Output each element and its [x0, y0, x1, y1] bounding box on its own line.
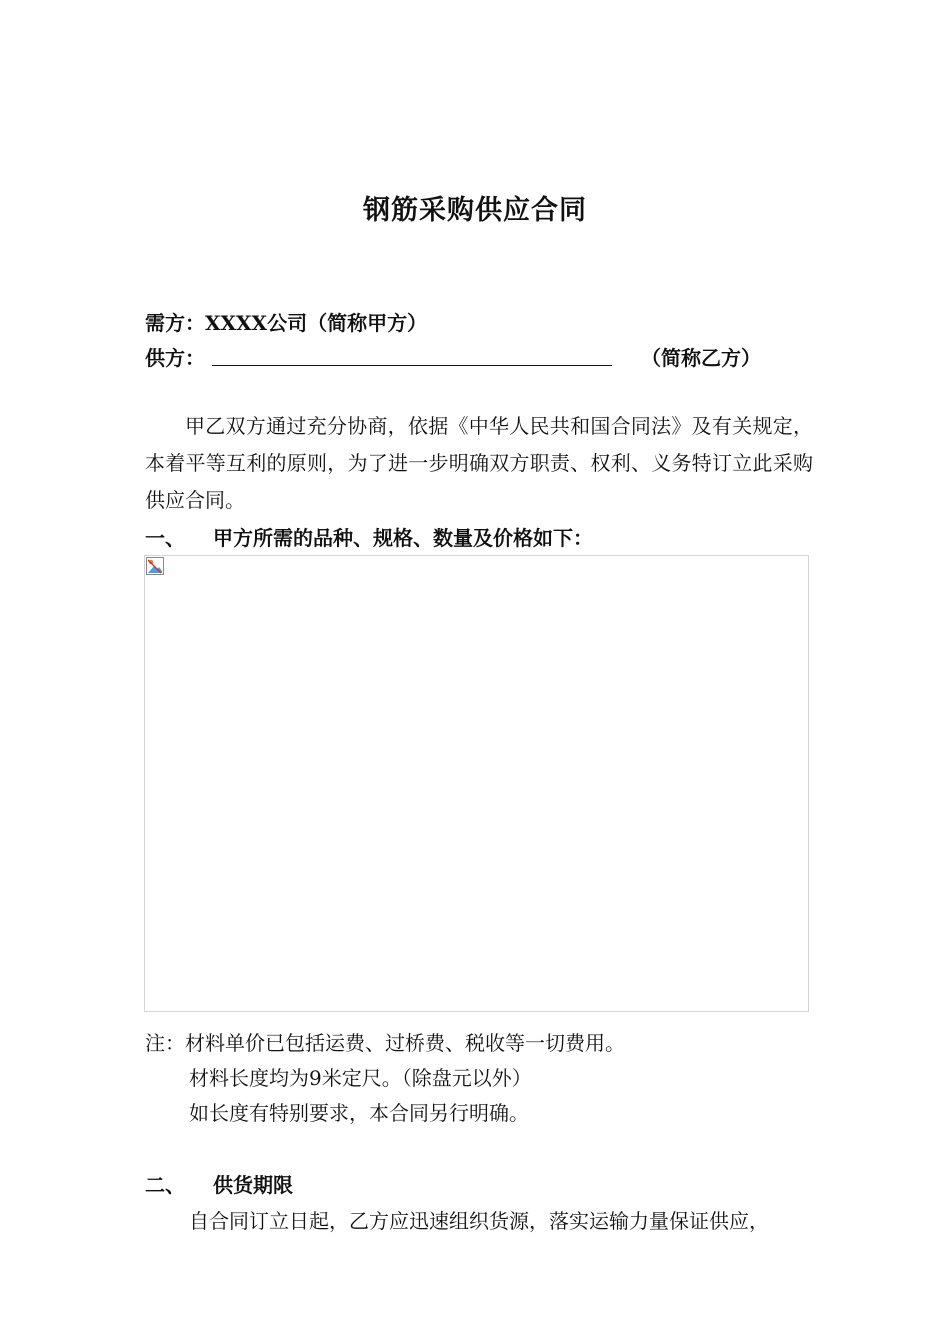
supplier-name-blank	[212, 365, 612, 366]
section-1-number: 一、	[145, 526, 185, 550]
section-2-title: 供货期限	[213, 1173, 293, 1197]
note-line-2: 材料长度均为9米定尺。（除盘元以外）	[189, 1066, 532, 1090]
page-title: 钢筋采购供应合同	[363, 195, 587, 226]
note-line-3: 如长度有特别要求，本合同另行明确。	[189, 1101, 529, 1125]
broken-image-icon	[146, 557, 164, 575]
note-line-1: 注：材料单价已包括运费、过桥费、税收等一切费用。	[145, 1031, 625, 1055]
section-2-body: 自合同订立日起，乙方应迅速组织货源，落实运输力量保证供应，	[189, 1209, 769, 1233]
buyer-line: 需方：XXXX公司（简称甲方）	[145, 311, 428, 335]
supplier-label: 供方：	[145, 346, 205, 370]
section-1-title: 甲方所需的品种、规格、数量及价格如下：	[213, 526, 593, 550]
intro-paragraph: 甲乙双方通过充分协商，依据《中华人民共和国合同法》及有关规定，本着平等互利的原则，为了进一步明确双方职责、权利、义务特订立此采购供应合同。	[145, 414, 813, 512]
product-table-image	[144, 555, 809, 1012]
section-2-number: 二、	[145, 1173, 185, 1197]
supplier-suffix: （简称乙方）	[641, 346, 761, 370]
